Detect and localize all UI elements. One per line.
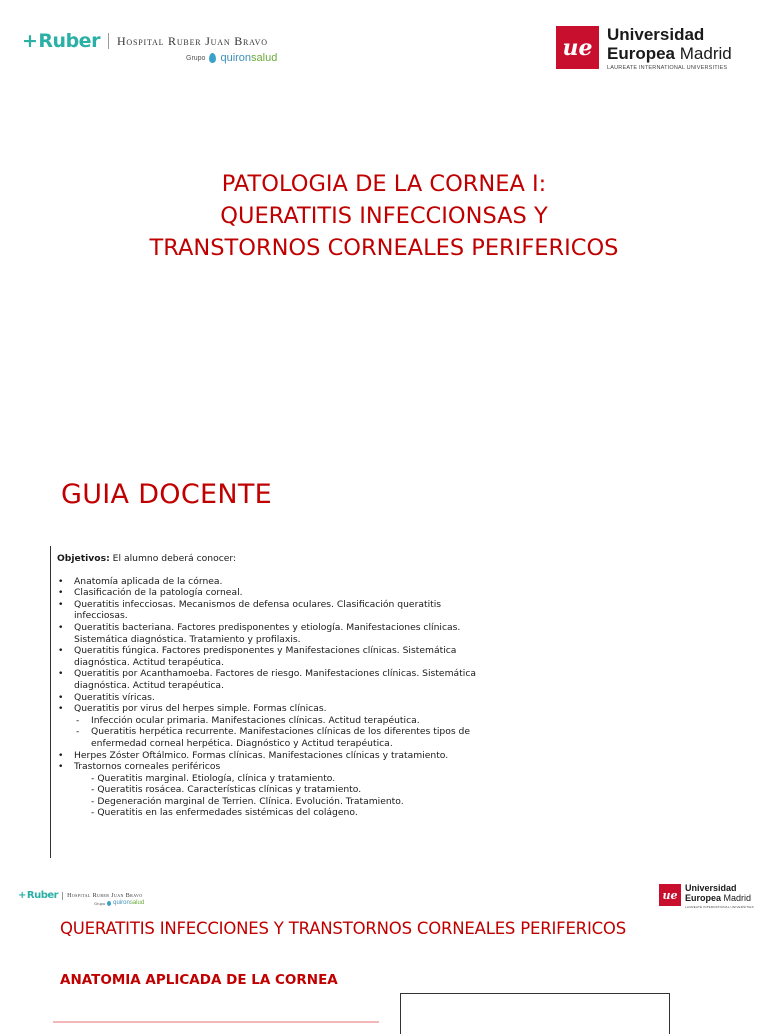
slide2-title: QUERATITIS INFECCIONES Y TRANSTORNOS CORNEALES PERIFERICOS	[60, 919, 626, 938]
main-title	[0, 168, 768, 264]
list-subitem: - Queratitis rosácea. Características clínicas y tratamiento.	[91, 784, 362, 796]
university-line1: Universidad	[607, 25, 705, 44]
list-item: • Queratitis infecciosas. Mecanismos de defensa oculares. Clasificación queratitis infecciosas.	[57, 599, 497, 622]
list-item: • Queratitis fúngica. Factores predisponentes y Manifestaciones clínicas. Sistemática diagnóstica. Actitud terapéutica.	[57, 645, 497, 668]
ruber-logo	[22, 30, 268, 52]
quironsalud-drop-icon	[107, 901, 111, 906]
logo-divider	[62, 892, 63, 900]
list-subitem: - Queratitis marginal. Etiología, clínica y tratamiento.	[91, 772, 336, 784]
main-title-line2: QUERATITIS INFECCIONSAS Y	[220, 203, 548, 229]
quironsalud-drop-icon	[209, 53, 216, 63]
universidad-europea-logo-small: ue Universidad Europea Madrid LAUREATE INTERNATIONAL UNIVERSITIES	[659, 884, 754, 909]
objectives-block	[57, 553, 497, 819]
list-item: • Herpes Zóster Oftálmico. Formas clínicas. Manifestaciones clínicas y tratamiento.	[57, 750, 497, 762]
ruber-wordmark-small: +Ruber	[18, 890, 59, 901]
main-title-line1: PATOLOGIA DE LA CORNEA I:	[221, 171, 547, 197]
ue-monogram-icon: ue	[659, 884, 681, 906]
section-title: ANATOMIA APLICADA DE LA CORNEA	[60, 972, 338, 988]
ruber-plus-icon: +	[22, 30, 38, 52]
objectives-intro: Objetivos: El alumno deberá conocer:	[57, 553, 237, 564]
universidad-europea-logo	[556, 26, 732, 71]
list-item: • Queratitis bacteriana. Factores predisponentes y etiología. Manifestaciones clínicas. Sistemática diagnóstica. Tratamiento y profilaxis.	[57, 622, 497, 645]
image-frame	[400, 993, 670, 1034]
list-subitem: - Queratitis herpética recurrente. Manifestaciones clínicas de los diferentes tipos de enfermedad corneal herpética. Diagnóstico y Actitud terapéutica.	[57, 726, 497, 749]
hospital-name: Hospital Ruber Juan Bravo	[116, 33, 268, 48]
guia-docente-heading: GUIA DOCENTE	[61, 479, 273, 510]
list-item: • Queratitis por Acanthamoeba. Factores de riesgo. Manifestaciones clínicas. Sistemática diagnóstica. Actitud terapéutica.	[57, 668, 497, 691]
red-divider	[53, 1021, 379, 1023]
ruber-wordmark: +Ruber	[22, 30, 100, 52]
ruber-plus-icon: +	[18, 890, 26, 901]
grupo-label: Grupo	[186, 54, 206, 62]
quironsalud-wordmark: quironsalud	[220, 52, 278, 64]
university-tagline: LAUREATE INTERNATIONAL UNIVERSITIES	[607, 65, 728, 71]
grupo-quironsalud-small: Grupo quironsalud	[94, 900, 145, 906]
logo-divider	[108, 33, 109, 49]
objectives-left-border	[50, 546, 51, 858]
main-title-line3: TRANSTORNOS CORNEALES PERIFERICOS	[149, 235, 619, 261]
list-item: • Anatomía aplicada de la córnea.	[57, 576, 497, 588]
list-item: • Queratitis por virus del herpes simple. Formas clínicas.	[57, 703, 497, 715]
list-subitem: - Degeneración marginal de Terrien. Clínica. Evolución. Tratamiento.	[91, 795, 404, 807]
list-subitem: - Infección ocular primaria. Manifestaciones clínicas. Actitud terapéutica.	[57, 715, 497, 727]
university-line2: Europea Madrid	[607, 44, 732, 63]
list-subitem: - Queratitis en las enfermedades sistémicas del colágeno.	[91, 807, 358, 819]
objectives-list	[57, 576, 497, 819]
grupo-quironsalud	[186, 52, 277, 64]
ue-monogram-icon: ue	[556, 26, 599, 69]
list-item: • Clasificación de la patología corneal.	[57, 587, 497, 599]
hospital-name-small: Hospital Ruber Juan Bravo	[67, 892, 143, 899]
list-item: • Queratitis víricas.	[57, 692, 497, 704]
list-item: • Trastornos corneales periféricos	[57, 761, 497, 773]
